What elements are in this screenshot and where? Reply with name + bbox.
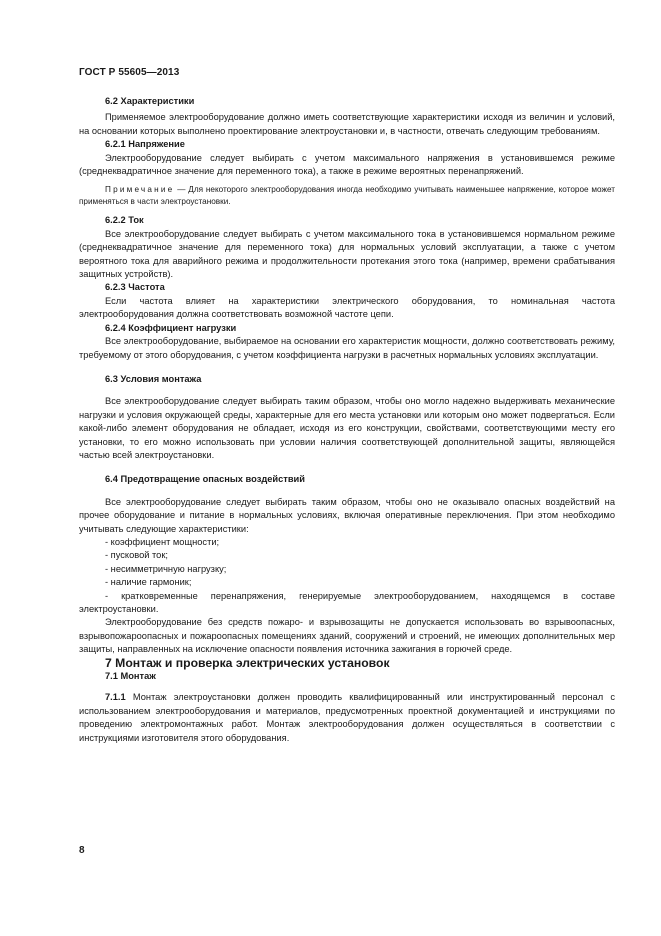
section-6-2-4-paragraph: Все электрооборудование, выбираемое на основании его характеристик мощности, должно соответствовать режиму, требуемому от этого оборудования, с учетом коэффициента нагрузки в расчетных нормальных условиях эксплуатации. — [79, 336, 615, 360]
section-6-3-title: 6.3 Условия монтажа — [105, 373, 202, 384]
section-6-2-1-title: 6.2.1 Напряжение — [105, 139, 185, 150]
clause-text: Монтаж электроустановки должен проводить квалифицированный или инструктированный персонал с использованием электрооборудования и материалов, предусмотренных проектной документацией и инструкциями по проведению электромонтажных работ. Монтаж электрооборудования должен осуществляться в соответствии с инструкциями изготовителя этого оборудования. — [79, 692, 615, 743]
section-6-2-title: 6.2 Характеристики — [105, 96, 195, 106]
section-6-3-paragraph: Все электрооборудование следует выбирать таким образом, чтобы оно могло надежно выдерживать механические нагрузки и условия окружающей среды, характерные для его места установки или которым оно может подвергаться. Если какой-либо элемент оборудования не обладает, исходя из его конструкции, свойствами, соответствующими месту его установки, то его можно использовать при условии наличия соответствующей дополнительной защиты, являющейся частью всей электроустановки. — [79, 396, 615, 460]
section-6-2-1-paragraph: Электрооборудование следует выбирать с учетом максимального напряжения в установившемся режиме (среднеквадратичное значение для переменного тока), а также в режиме вероятных перенапряжений. — [79, 152, 615, 177]
clause-number: 7.1.1 — [105, 692, 126, 703]
list-item: - кратковременные перенапряжения, генерируемые электрооборудованием, находящемся в составе электроустановки. — [79, 590, 615, 614]
note-text: — Для некоторого электрооборудования иногда необходимо учитывать наименьшее напряжение, которое может применяться в части электроустановки. — [79, 185, 615, 207]
section-6-4-paragraph: Все электрооборудование следует выбирать таким образом, чтобы оно не оказывало опасных воздействий на прочее оборудование и питание в нормальных условиях, включая оперативные переключения. При этом необходимо учитывать следующие характеристики: — [79, 496, 615, 534]
page-number: 8 — [79, 845, 85, 856]
section-7-1-1-paragraph — [79, 691, 615, 745]
list-item: - наличие гармоник; — [105, 577, 192, 588]
list-item: - коэффициент мощности; — [105, 536, 220, 547]
section-6-2-paragraph: Применяемое электрооборудование должно иметь соответствующие характеристики исходя из величин и условий, на основании которых выполнено проектирование электроустановки и, в частности, отвечать следующим требованиям. — [79, 112, 615, 136]
list-item: - пусковой ток; — [105, 550, 169, 561]
section-6-2-3-paragraph: Если частота влияет на характеристики электрического оборудования, то номинальная частота электрооборудования должна соответствовать возможной частоте цепи. — [79, 295, 615, 320]
section-6-2-4-title: 6.2.4 Коэффициент нагрузки — [105, 322, 237, 333]
section-7-1-title: 7.1 Монтаж — [105, 671, 156, 682]
section-7-title: 7 Монтаж и проверка электрических установок — [105, 655, 390, 670]
section-6-2-2-paragraph: Все электрооборудование следует выбирать с учетом максимального тока в установившемся нормальном режиме (среднеквадратичное значение для переменного тока) для нормальных условий эксплуатации, а также с учетом вероятного тока для аварийного режима и продолжительности протекания этого тока (например, времени срабатывания защитных устройств). — [79, 228, 615, 280]
section-6-2-1-note — [79, 184, 615, 208]
section-6-2-2-title: 6.2.2 Ток — [105, 215, 144, 226]
section-6-4-title: 6.4 Предотвращение опасных воздействий — [105, 474, 305, 485]
list-item: - несимметричную нагрузку; — [105, 563, 227, 574]
section-6-2-3-title: 6.2.3 Частота — [105, 282, 165, 293]
document-code: ГОСТ Р 55605—2013 — [79, 67, 180, 78]
note-label: Примечание — [105, 185, 175, 195]
section-6-4-paragraph-2: Электрооборудование без средств пожаро- и взрывозащиты не допускается использовать во взрывоопасных, взрывопожароопасных и пожароопасных помещениях зданий, сооружений и строений, не имеющих дополнительных мер защиты, направленных на исключение опасности появления источника зажигания в горючей среде. — [79, 617, 615, 655]
page-content — [79, 95, 615, 745]
